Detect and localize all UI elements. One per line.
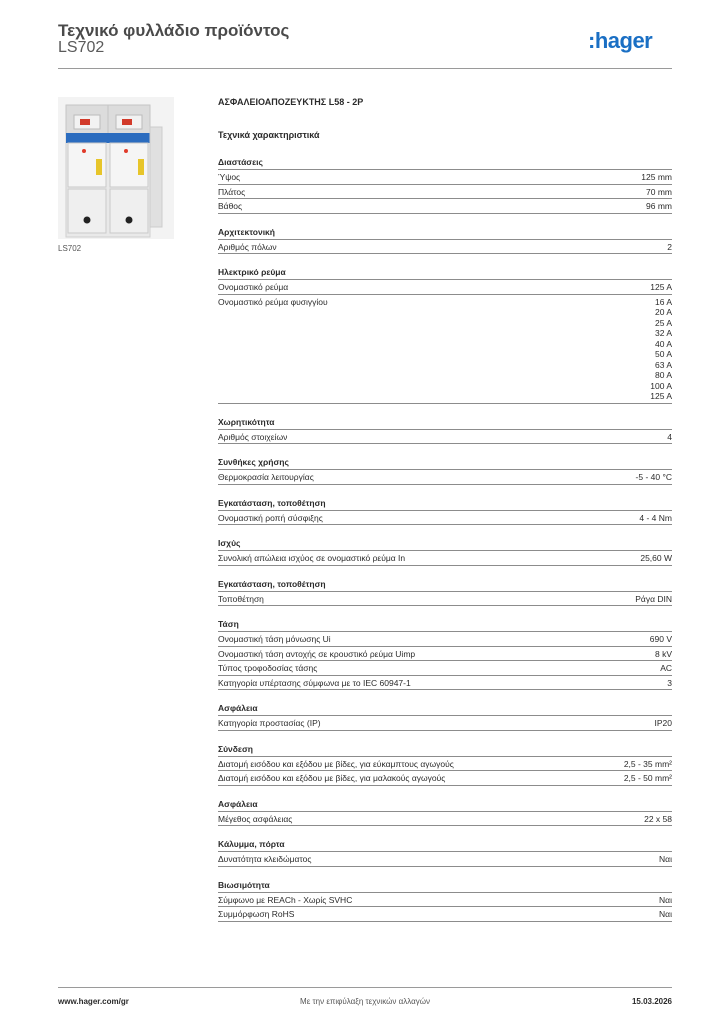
spec-row — [218, 907, 672, 922]
spec-label: Πλάτος — [218, 186, 246, 197]
spec-label: Αριθμός πόλων — [218, 241, 277, 252]
spec-label: Συμμόρφωση RoHS — [218, 909, 295, 919]
spec-label: Θερμοκρασία λειτουργίας — [218, 472, 314, 482]
spec-value: 25,60 W — [640, 553, 672, 563]
spec-row — [218, 647, 672, 662]
spec-value: 8 kV — [654, 648, 672, 659]
spec-row — [218, 812, 672, 827]
spec-group-title: Ηλεκτρικό ρεύμα — [218, 266, 672, 280]
spec-group-title: Διαστάσεις — [218, 156, 672, 170]
spec-value: 3 — [667, 677, 672, 688]
product-image — [58, 97, 174, 239]
spec-value: 2,5 - 50 mm² — [623, 773, 672, 783]
spec-value: 16 A 20 A 25 A 32 A 40 A 50 A 63 A 80 A 100 A 125 A — [650, 296, 672, 401]
spec-group-title: Ασφάλεια — [218, 798, 672, 812]
spec-group — [218, 798, 672, 827]
spec-row — [218, 771, 672, 786]
spec-group-title: Αρχιτεκτονική — [218, 226, 672, 240]
spec-value: AC — [660, 663, 672, 673]
spec-row — [218, 170, 672, 185]
spec-group — [218, 743, 672, 786]
spec-value: Ναι — [659, 909, 672, 919]
spec-group-title: Σύνδεση — [218, 743, 672, 757]
spec-value: Ναι — [659, 894, 672, 905]
spec-label: Ονομαστική ροπή σύσφιξης — [218, 512, 323, 523]
spec-group — [218, 537, 672, 566]
page-header — [58, 20, 672, 68]
spec-row — [218, 632, 672, 647]
spec-value: 2,5 - 35 mm² — [623, 758, 672, 769]
spec-group — [218, 497, 672, 526]
spec-value: 125 mm — [641, 172, 672, 182]
spec-row — [218, 185, 672, 200]
spec-value: 4 - 4 Nm — [639, 512, 672, 523]
footer-date: 15.03.2026 — [631, 997, 672, 1006]
spec-label: Κατηγορία προστασίας (IP) — [218, 718, 321, 728]
spec-group — [218, 266, 672, 404]
spec-group-title: Συνθήκες χρήσης — [218, 456, 672, 470]
footer-website: www.hager.com/gr — [58, 997, 129, 1006]
spec-label: Αριθμός στοιχείων — [218, 431, 288, 442]
spec-label: Ονομαστική τάση αντοχής σε κρουστικό ρεύμα Uimp — [218, 648, 416, 659]
spec-group-title: Τάση — [218, 618, 672, 632]
spec-row — [218, 852, 672, 867]
spec-group-title: Κάλυμμα, πόρτα — [218, 838, 672, 852]
spec-label: Τύπος τροφοδοσίας τάσης — [218, 663, 318, 673]
footer-disclaimer: Με την επιφύλαξη τεχνικών αλλαγών — [300, 997, 430, 1006]
spec-value: 125 A — [650, 282, 672, 292]
spec-value: 96 mm — [646, 201, 672, 211]
spec-value: IP20 — [654, 718, 672, 728]
spec-label: Σύμφωνο με REACh - Χωρίς SVHC — [218, 894, 353, 905]
spec-row — [218, 551, 672, 566]
spec-value: 2 — [667, 241, 672, 252]
spec-label: Ονομαστική τάση μόνωσης Ui — [218, 634, 331, 644]
spec-group — [218, 838, 672, 867]
spec-label: Ονομαστικό ρεύμα φυσιγγίου — [218, 296, 328, 307]
spec-value: 4 — [667, 431, 672, 442]
spec-group — [218, 618, 672, 690]
spec-group-title: Εγκατάσταση, τοποθέτηση — [218, 578, 672, 592]
hager-logo — [588, 29, 672, 55]
header-divider — [58, 68, 672, 69]
spec-row — [218, 511, 672, 526]
spec-label: Βάθος — [218, 201, 243, 211]
technical-characteristics-title: Τεχνικά χαρακτηριστικά — [218, 130, 320, 140]
spec-group — [218, 416, 672, 445]
spec-label: Τοποθέτηση — [218, 593, 264, 604]
spec-group — [218, 226, 672, 255]
spec-value: Ράγα DIN — [635, 593, 672, 604]
product-name: ΑΣΦΑΛΕΙΟΑΠΟΖΕΥΚΤΗΣ L58 - 2P — [218, 97, 364, 107]
spec-label: Συνολική απώλεια ισχύος σε ονομαστικό ρεύμα In — [218, 553, 406, 563]
spec-row — [218, 676, 672, 691]
spec-group-title: Ασφάλεια — [218, 702, 672, 716]
spec-value: -5 - 40 °C — [635, 472, 672, 482]
spec-row — [218, 470, 672, 485]
footer-divider — [58, 987, 672, 988]
spec-label: Μέγεθος ασφάλειας — [218, 813, 293, 824]
spec-value: 70 mm — [646, 186, 672, 197]
spec-group-title: Εγκατάσταση, τοποθέτηση — [218, 497, 672, 511]
spec-value: 22 x 58 — [644, 813, 672, 824]
spec-row — [218, 280, 672, 295]
spec-row — [218, 199, 672, 214]
spec-value: Ναι — [659, 854, 672, 864]
product-code: LS702 — [58, 39, 105, 56]
spec-group-title: Ισχύς — [218, 537, 672, 551]
spec-row — [218, 716, 672, 731]
spec-group — [218, 156, 672, 214]
spec-row — [218, 661, 672, 676]
spec-group-title: Χωρητικότητα — [218, 416, 672, 430]
spec-group — [218, 456, 672, 485]
spec-row — [218, 757, 672, 772]
document-title: Τεχνικό φυλλάδιο προϊόντος — [58, 21, 290, 40]
spec-group — [218, 702, 672, 731]
spec-label: Δυνατότητα κλειδώματος — [218, 854, 312, 864]
spec-row — [218, 240, 672, 255]
spec-value: 690 V — [649, 634, 672, 644]
spec-row — [218, 430, 672, 445]
spec-groups — [218, 156, 672, 922]
spec-label: Ονομαστικό ρεύμα — [218, 282, 289, 292]
spec-label: Διατομή εισόδου και εξόδου με βίδες, για μαλακούς αγωγούς — [218, 773, 446, 783]
image-caption: LS702 — [58, 244, 82, 253]
spec-label: Κατηγορία υπέρτασης σύμφωνα με το IEC 60947-1 — [218, 677, 411, 688]
spec-group-title: Βιωσιμότητα — [218, 879, 672, 893]
spec-group — [218, 578, 672, 607]
spec-row — [218, 295, 672, 404]
spec-label: Διατομή εισόδου και εξόδου με βίδες, για εύκαμπτους αγωγούς — [218, 758, 454, 769]
spec-content — [218, 96, 672, 934]
spec-row — [218, 893, 672, 908]
spec-row — [218, 592, 672, 607]
hager-logo-text: :hager — [588, 29, 653, 53]
spec-label: Ύψος — [218, 172, 241, 182]
spec-group — [218, 879, 672, 922]
